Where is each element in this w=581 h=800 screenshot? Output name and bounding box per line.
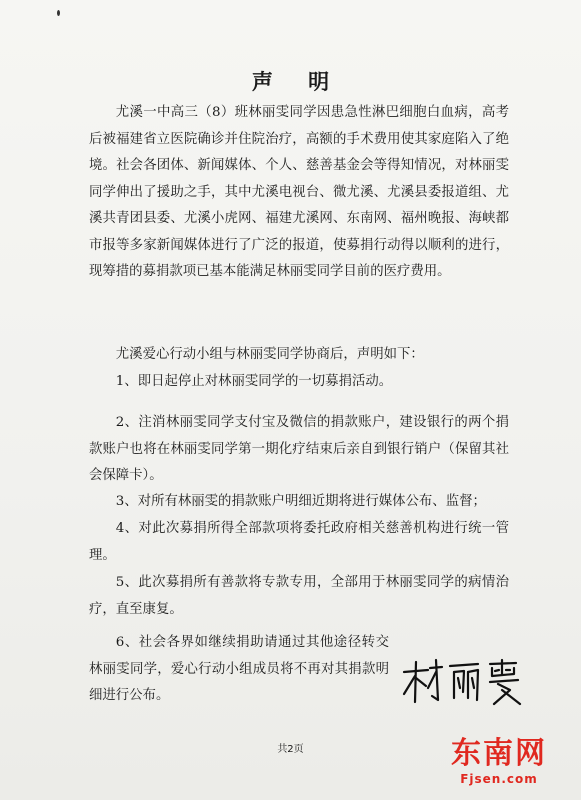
scan-speck: [57, 10, 60, 16]
site-watermark: [437, 736, 561, 792]
watermark-logo-text: 东南网: [451, 736, 547, 771]
intro-paragraph: 尤溪一中高三（8）班林丽雯同学因患急性淋巴细胞白血病，高考后被福建省立医院确诊并住院治疗，高额的手术费用使其家庭陷入了绝境。社会各团体、新闻媒体、个人、慈善基金会等得知情况，对林丽雯同学伸出了援助之手，其中尤溪电视台、微尤溪、尤溪县委报道组、尤溪共青团县委、尤溪小虎网、福建尤溪网、东南网、福州晚报、海峡都市报等多家新闻媒体进行了广泛的报道，使募捐行动得以顺利的进行，现筹措的募捐款项已基本能满足林丽雯同学目前的医疗费用。: [89, 105, 509, 279]
page-count: 共2页: [277, 744, 304, 755]
statement-lead: 尤溪爱心行动小组与林丽雯同学协商后，声明如下：: [115, 347, 424, 362]
document-title: 声 明: [251, 69, 344, 94]
statement-item-5: 5、此次募捐所有善款将专款专用，全部用于林丽雯同学的病情治疗，直至康复。: [89, 575, 509, 617]
statement-item-6: 6、社会各界如继续捐助请通过其他途径转交林丽雯同学，爱心行动小组成员将不再对其捐款明细进行公布。: [89, 635, 389, 703]
statement-item-4: 4、对此次募捐所得全部款项将委托政府相关慈善机构进行统一管理。: [89, 521, 509, 563]
handwritten-signature: [398, 658, 528, 708]
statement-item-2: 2、注消林丽雯同学支付宝及微信的捐款账户，建设银行的两个捐款账户也将在林丽雯同学第一期化疗结束后亲自到银行销户（保留其社会保障卡）。: [89, 415, 509, 483]
statement-item-3: 3、对所有林丽雯的捐款账户明细近期将进行媒体公布、监督；: [115, 494, 486, 509]
watermark-domain: Fjsen.com: [460, 772, 538, 786]
statement-item-1: 1、即日起停止对林丽雯同学的一切募捐活动。: [115, 374, 393, 389]
